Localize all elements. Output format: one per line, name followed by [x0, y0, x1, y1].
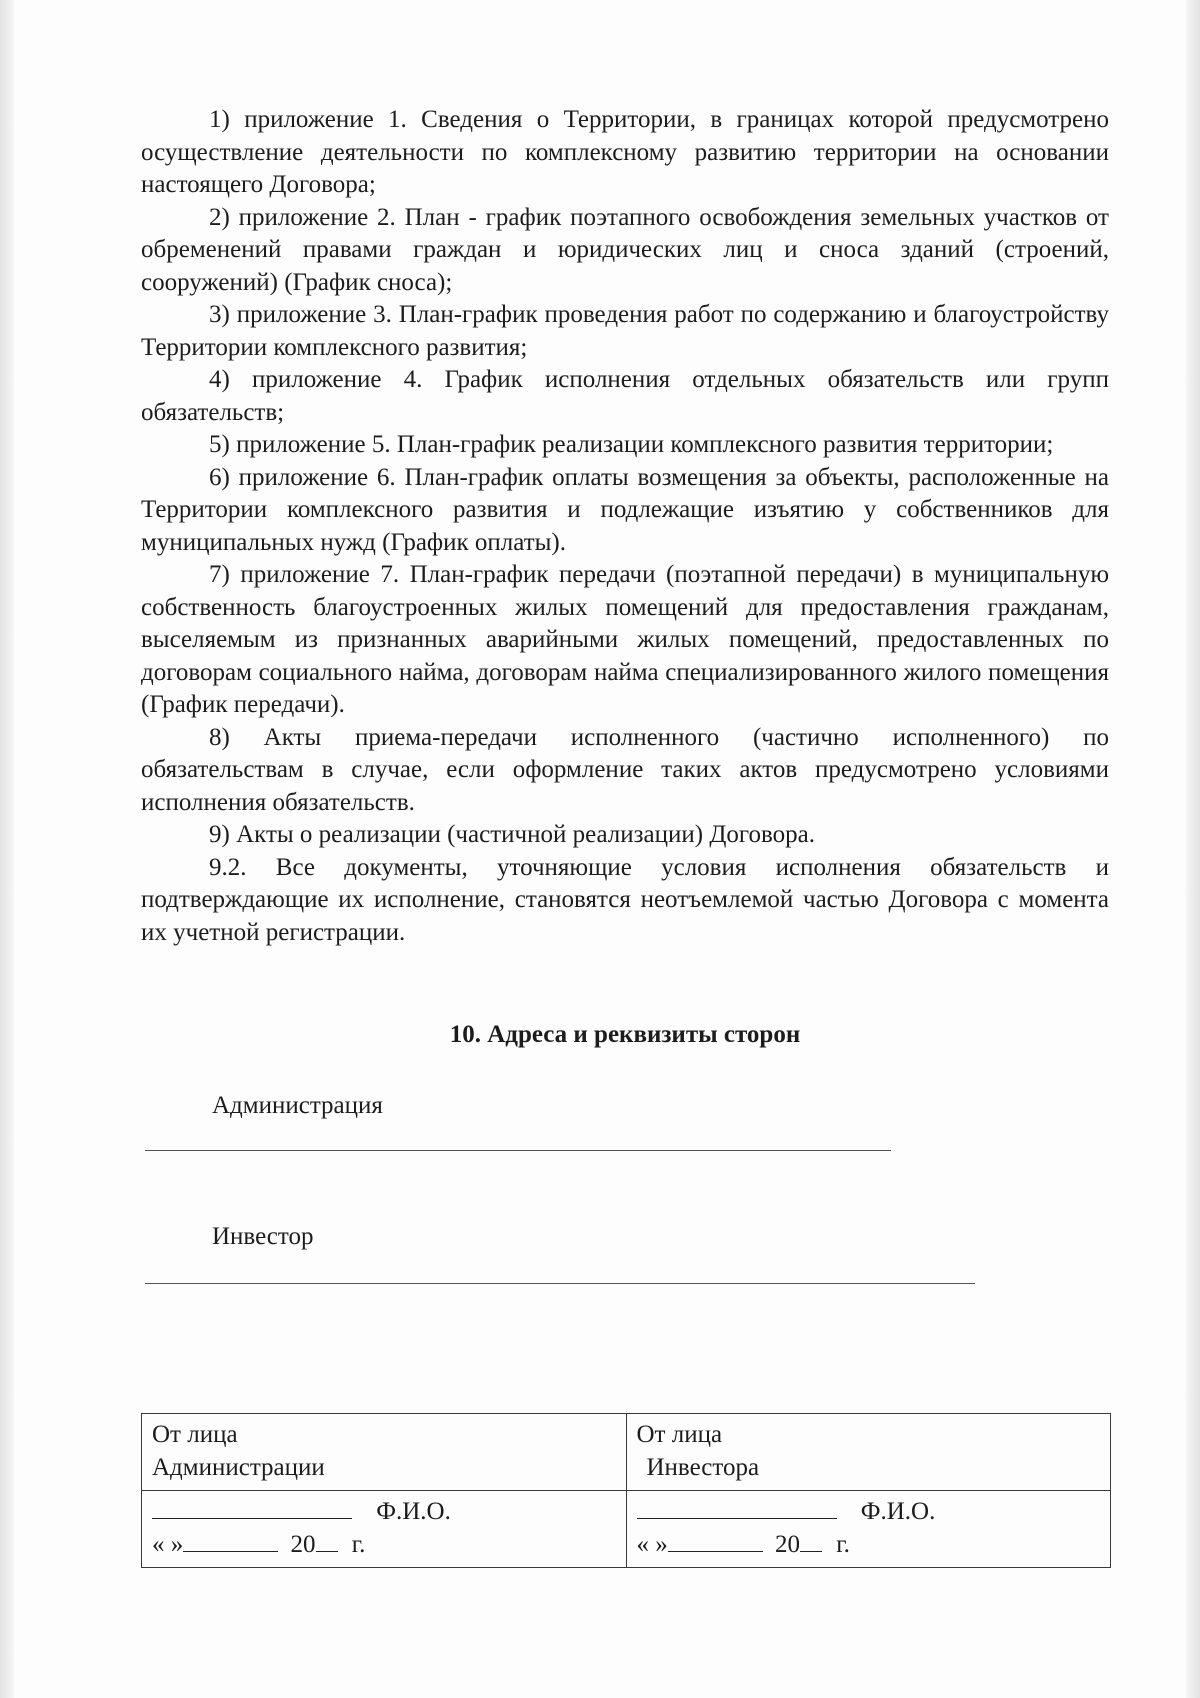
- investor-date-quotes: « »: [636, 1531, 668, 1558]
- investor-signature-cell: [626, 1491, 1111, 1568]
- administration-date-quotes: « »: [152, 1531, 184, 1558]
- administration-year-blank: [316, 1529, 338, 1552]
- signature-table-header-row: [142, 1414, 1111, 1491]
- administration-details-line: [145, 1150, 891, 1151]
- administration-signer-cell: [142, 1414, 627, 1491]
- investor-fio-row: [637, 1495, 1101, 1528]
- paragraph-appendix-3: 3) приложение 3. План-график проведения работ по содержанию и благоустройству Территории комплексного развития;: [141, 301, 1109, 361]
- paragraph-9-2: 9.2. Все документы, уточняющие условия исполнения обязательств и подтверждающие их исполнение, становятся неотъемлемой частью Договора с момента их учетной регистрации.: [141, 853, 1109, 946]
- signature-table: [141, 1413, 1111, 1568]
- administration-label: Администрация: [212, 1092, 383, 1119]
- investor-date-row: [637, 1528, 1101, 1561]
- paragraph-appendix-6: 6) приложение 6. План-график оплаты возмещения за объекты, расположенные на Территории комплексного развития и подлежащие изъятию у собственников для муниципальных нужд (График оплаты).: [141, 463, 1109, 556]
- paragraph-appendix-5: 5) приложение 5. План-график реализации комплексного развития территории;: [209, 431, 1054, 458]
- investor-date-blank: [668, 1529, 763, 1552]
- appendix-list: [141, 104, 1109, 949]
- scan-edge-left: [0, 0, 14, 1698]
- paragraph-acts-transfer: 8) Акты приема-передачи исполненного (частично исполненного) по обязательствам в случае, если оформление таких актов предусмотрено условиями исполнения обязательств.: [141, 723, 1109, 816]
- investor-signer-cell: [626, 1414, 1111, 1491]
- administration-date-year: 20: [290, 1531, 316, 1558]
- investor-details-line: [145, 1283, 975, 1284]
- administration-signer-line1: От лица: [152, 1421, 238, 1448]
- administration-date-blank: [183, 1529, 278, 1552]
- paragraph-acts-realization: 9) Акты о реализации (частичной реализации) Договора.: [209, 821, 815, 848]
- section-heading: 10. Адреса и реквизиты сторон: [449, 1021, 801, 1048]
- investor-year-blank: [800, 1529, 822, 1552]
- investor-signature-blank: [637, 1496, 837, 1519]
- administration-date-row: [152, 1528, 616, 1561]
- administration-signature-blank: [152, 1496, 352, 1519]
- paragraph-appendix-2: 2) приложение 2. План - график поэтапного освобождения земельных участков от обременений правами граждан и юридических лиц и сноса зданий (строений, сооружений) (График сноса);: [141, 203, 1109, 296]
- investor-date-year: 20: [775, 1531, 800, 1558]
- administration-signature-cell: [142, 1491, 627, 1568]
- signature-table-sign-row: [142, 1491, 1111, 1568]
- investor-label: Инвестор: [212, 1223, 314, 1250]
- administration-date-suffix: г.: [351, 1531, 366, 1558]
- investor-date-suffix: г.: [836, 1531, 850, 1558]
- paragraph-appendix-1: 1) приложение 1. Сведения о Территории, в границах которой предусмотрено осуществление деятельности по комплексному развитию территории на основании настоящего Договора;: [141, 106, 1109, 198]
- administration-fio-label: Ф.И.О.: [376, 1498, 451, 1525]
- scan-edge-right: [1186, 0, 1200, 1698]
- administration-signer-line2: Администрации: [152, 1454, 325, 1481]
- investor-signer-line1: От лица: [636, 1421, 723, 1448]
- paragraph-appendix-4: 4) приложение 4. График исполнения отдельных обязательств или групп обязательств;: [141, 366, 1109, 426]
- paragraph-appendix-7: 7) приложение 7. План-график передачи (поэтапной передачи) в муниципальную собственность благоустроенных жилых помещений для предоставления гражданам, выселяемым из признанных аварийными жилых помещений, предоставленных по договорам социального найма, договорам найма специализированного жилого помещения (График передачи).: [141, 561, 1109, 718]
- administration-fio-row: [152, 1495, 616, 1528]
- investor-fio-label: Ф.И.О.: [860, 1498, 936, 1525]
- investor-signer-line2: Инвестора: [646, 1454, 760, 1481]
